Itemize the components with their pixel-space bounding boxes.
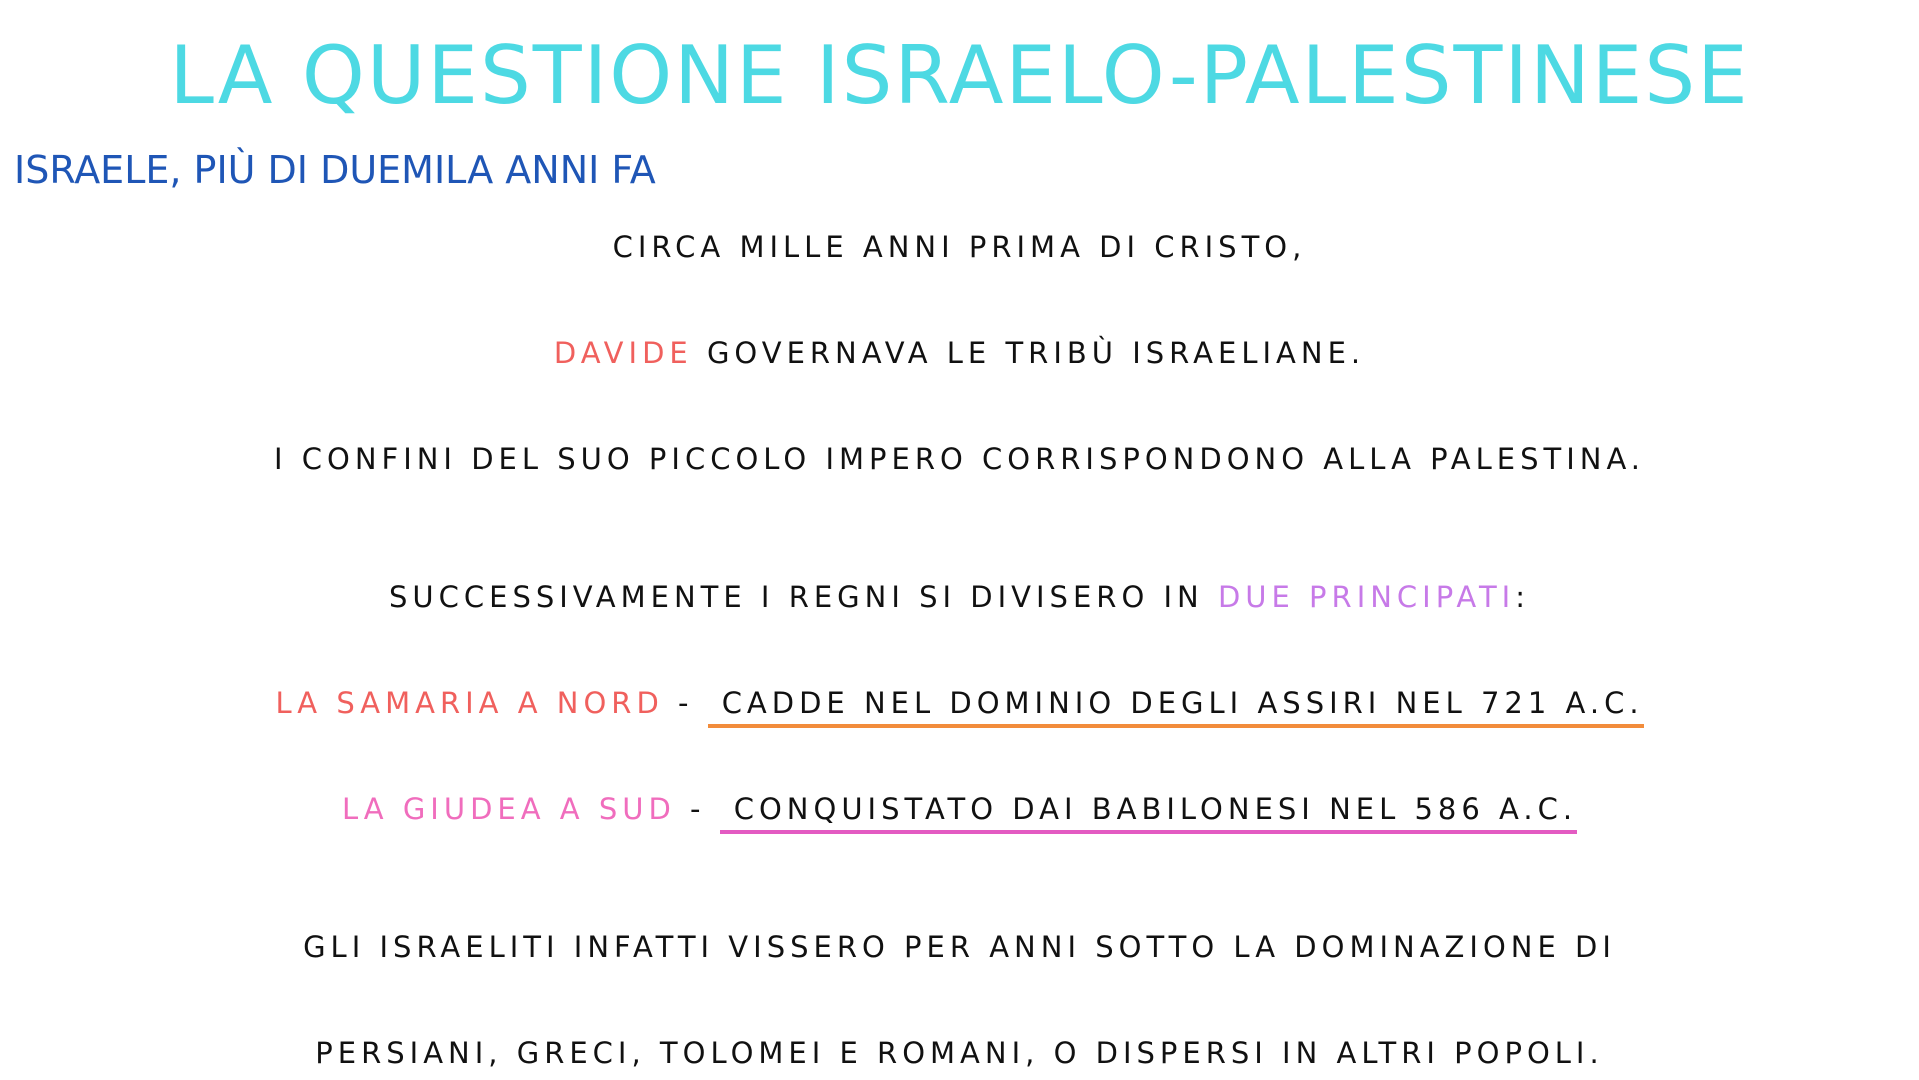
highlight-davide: DAVIDE <box>553 336 693 370</box>
page-title: LA QUESTIONE ISRAELO-PALESTINESE <box>169 29 1750 122</box>
underlined-fact-giudea: CONQUISTATO DAI BABILONESI NEL 586 A.C. <box>720 792 1577 834</box>
text-line-successivamente <box>0 580 1919 615</box>
line-text: I CONFINI DEL SUO PICCOLO IMPERO CORRISPONDONO ALLA PALESTINA. <box>273 442 1646 476</box>
text-line-samaria <box>0 686 1919 721</box>
line-text: SUCCESSIVAMENTE I REGNI SI DIVISERO IN <box>388 580 1218 614</box>
text-line-giudea <box>0 792 1919 827</box>
line-text: GLI ISRAELITI INFATTI VISSERO PER ANNI SOTTO LA DOMINAZIONE DI <box>303 930 1616 964</box>
underlined-fact-samaria: CADDE NEL DOMINIO DEGLI ASSIRI NEL 721 A.C. <box>708 686 1644 728</box>
text-line-persiani <box>0 1036 1919 1071</box>
line-text: GOVERNAVA LE TRIBÙ ISRAELIANE. <box>692 336 1366 370</box>
text-line-davide <box>0 336 1919 371</box>
highlight-samaria: LA SAMARIA A NORD <box>275 686 664 720</box>
text-line-circa-mille-anni <box>0 230 1919 265</box>
text-line-israeliti <box>0 930 1919 965</box>
line-text: PERSIANI, GRECI, TOLOMEI E ROMANI, O DISPERSI IN ALTRI POPOLI. <box>315 1036 1604 1070</box>
dash-separator: - <box>663 686 708 720</box>
line-text: CIRCA MILLE ANNI PRIMA DI CRISTO, <box>612 230 1307 264</box>
dash-separator: - <box>675 792 720 826</box>
text-line-confini <box>0 442 1919 477</box>
highlight-giudea: LA GIUDEA A SUD <box>341 792 676 826</box>
highlight-due-principati: DUE PRINCIPATI <box>1217 580 1516 614</box>
section-heading: ISRAELE, PIÙ DI DUEMILA ANNI FA <box>14 148 656 192</box>
line-text-colon: : <box>1515 580 1531 614</box>
